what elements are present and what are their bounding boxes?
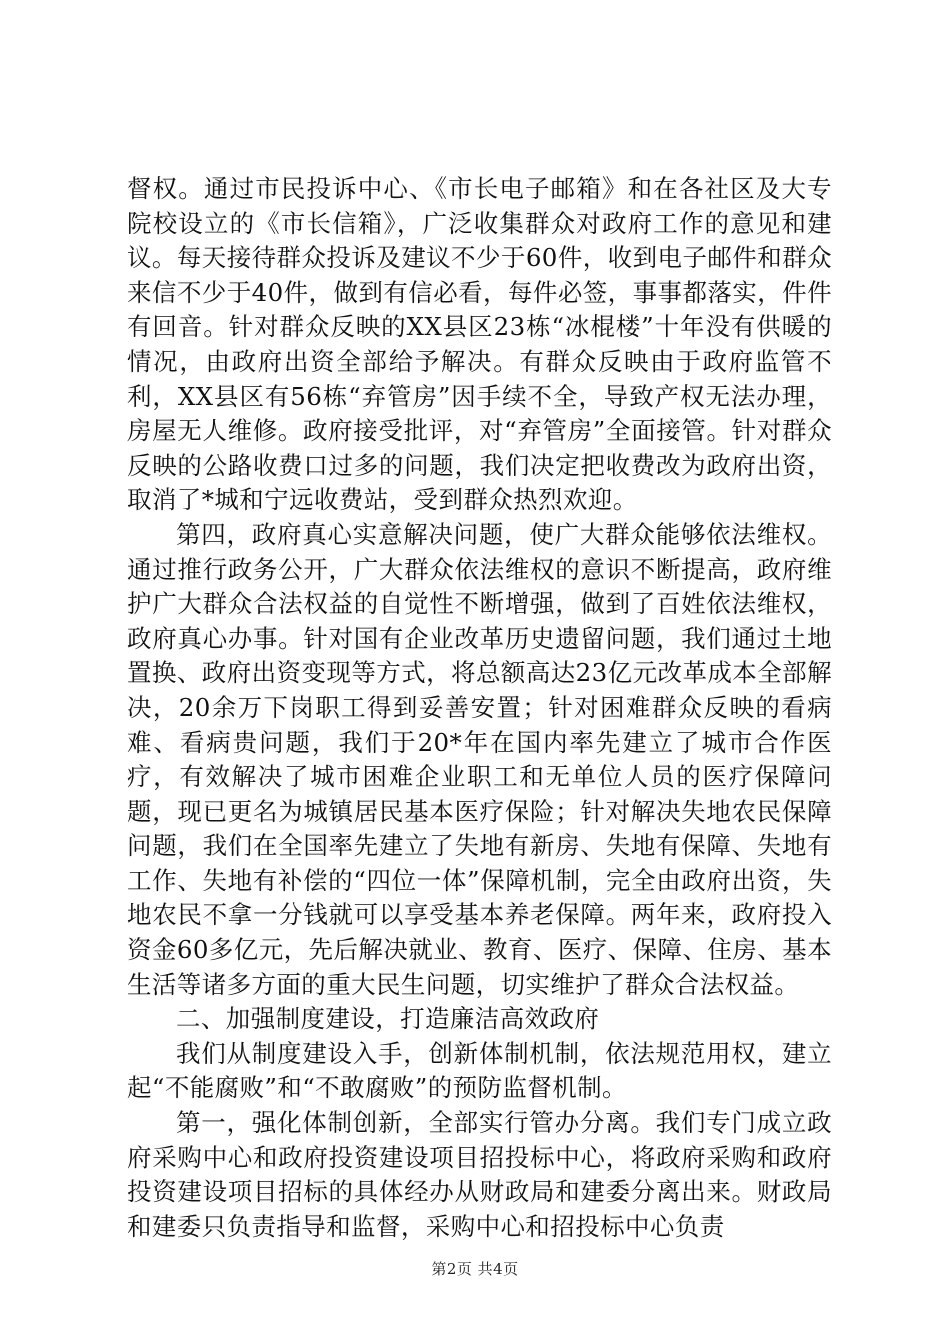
section-heading: 二、加强制度建设，打造廉洁高效政府 (176, 1004, 600, 1034)
paragraph-2: 第四，政府真心实意解决问题，使广大群众能够依法维权。通过推行政务公开，广大群众依法维权的意识不断提高，政府维护广大群众合法权益的自觉性不断增强，做到了百姓依法维权，政府真心办事。针对国有企业改革历史遗留问题，我们通过土地置换、政府出资变现等方式，将总额高达23亿元改革成本全部解决，20余万下岗职工得到妥善安置；针对困难群众反映的看病难、看病贵问题，我们于20*年在国内率先建立了城市合作医疗，有效解决了城市困难企业职工和无单位人员的医疗保障问题，现已更名为城镇居民基本医疗保险；针对解决失地农民保障问题，我们在全国率先建立了失地有新房、失地有保障、失地有工作、失地有补偿的“四位一体”保障机制，完全由政府出资，失地农民不拿一分钱就可以享受基本养老保障。两年来，政府投入资金60多亿元，先后解决就业、教育、医疗、保障、住房、基本生活等诸多方面的重大民生问题，切实维护了群众合法权益。 (127, 519, 832, 999)
page-number: 第2页 共4页 (431, 1260, 519, 1278)
page-footer (0, 1258, 950, 1279)
paragraph-1: 督权。通过市民投诉中心、《市长电子邮箱》和在各社区及大专院校设立的《市长信箱》，广泛收集群众对政府工作的意见和建议。每天接待群众投诉及建议不少于60件，收到电子邮件和群众来信不少于40件，做到有信必看，每件必签，事事都落实，件件有回音。针对群众反映的XX县区23栋“冰棍楼”十年没有供暖的情况，由政府出资全部给予解决。有群众反映由于政府监管不利，XX县区有56栋“弃管房”因手续不全，导致产权无法办理，房屋无人维修。政府接受批评，对“弃管房”全面接管。针对群众反映的公路收费口过多的问题，我们决定把收费改为政府出资，取消了*城和宁远收费站，受到群众热烈欢迎。 (127, 174, 832, 515)
paragraph-3: 我们从制度建设入手，创新体制机制，依法规范用权，建立起“不能腐败”和“不敢腐败”的预防监督机制。 (127, 1038, 832, 1103)
document-body (127, 172, 832, 1244)
paragraph-4: 第一，强化体制创新，全部实行管办分离。我们专门成立政府采购中心和政府投资建设项目招投标中心，将政府采购和政府投资建设项目招标的具体经办从财政局和建委分离出来。财政局和建委只负责指导和监督，采购中心和招投标中心负责 (127, 1108, 832, 1241)
